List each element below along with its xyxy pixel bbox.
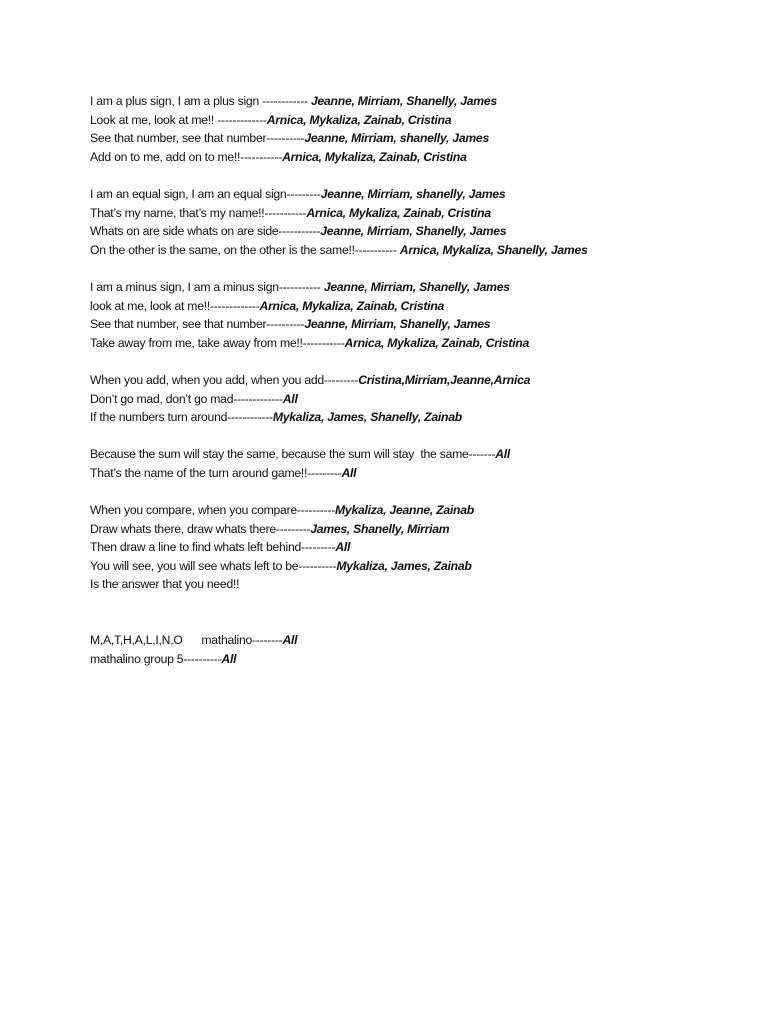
chant-line bbox=[90, 297, 730, 316]
line-text: You will see, you will see whats left to be---------- bbox=[90, 558, 337, 573]
line-text: See that number, see that number---------- bbox=[90, 317, 305, 332]
speakers: Jeanne, Mirriam, Shanelly, James bbox=[320, 224, 507, 239]
line-text: Take away from me, take away from me!!----------- bbox=[90, 335, 345, 350]
speakers: Jeanne, Mirriam, shanelly, James bbox=[320, 186, 506, 201]
speakers: All bbox=[221, 651, 237, 666]
stanza-turn-around bbox=[90, 445, 730, 482]
line-text: mathalino group 5---------- bbox=[90, 651, 222, 666]
chant-line bbox=[90, 538, 730, 557]
speakers: All bbox=[341, 465, 357, 480]
speakers: Jeanne, Mirriam, Shanelly, James bbox=[310, 94, 497, 108]
chant-line bbox=[90, 241, 730, 260]
chant-line bbox=[90, 501, 730, 520]
line-text: Whats on are side whats on are side----------- bbox=[90, 224, 321, 239]
speakers: Mykaliza, Jeanne, Zainab bbox=[335, 503, 474, 518]
line-text: I am an equal sign, I am an equal sign--------- bbox=[90, 186, 321, 201]
chant-line bbox=[90, 557, 730, 576]
chant-line bbox=[90, 650, 730, 669]
line-text: Then draw a line to find whats left behind--------- bbox=[90, 540, 336, 555]
chant-line bbox=[90, 148, 730, 167]
stanza-minus-sign bbox=[90, 278, 730, 352]
chant-line bbox=[90, 204, 730, 223]
chant-line bbox=[90, 129, 730, 148]
chant-line bbox=[90, 334, 730, 353]
speakers: All bbox=[282, 633, 298, 648]
stanza-equal-sign bbox=[90, 185, 730, 259]
line-text: I am a plus sign, I am a plus sign ------------ bbox=[90, 94, 311, 108]
chant-line bbox=[90, 631, 730, 650]
speakers: Arnica, Mykaliza, Zainab, Cristina bbox=[306, 205, 491, 220]
line-text: Because the sum will stay the same, because the sum will stay the same------- bbox=[90, 447, 496, 462]
line-text: M,A,T,H,A,L,I,N,O mathalino-------- bbox=[90, 633, 283, 648]
speakers: All bbox=[495, 447, 511, 462]
stanza-add bbox=[90, 371, 730, 427]
chant-line bbox=[90, 315, 730, 334]
speakers: Arnica, Mykaliza, Zainab, Cristina bbox=[266, 112, 452, 127]
chant-line bbox=[90, 390, 730, 409]
line-text: Draw whats there, draw whats there--------- bbox=[90, 521, 311, 536]
line-text: look at me, look at me!!------------- bbox=[90, 298, 260, 313]
line-text: I am a minus sign, I am a minus sign----------- bbox=[90, 279, 324, 294]
line-text: Add on to me, add on to me!!----------- bbox=[90, 149, 283, 164]
line-text: When you compare, when you compare---------- bbox=[90, 503, 336, 518]
speakers: Jeanne, Mirriam, Shanelly, James bbox=[304, 317, 491, 332]
chant-line bbox=[90, 445, 730, 464]
stanza-compare bbox=[90, 501, 730, 594]
line-text: On the other is the same, on the other is the same!!----------- bbox=[90, 242, 400, 257]
chant-text bbox=[90, 92, 730, 687]
chant-line bbox=[90, 575, 730, 594]
speakers: All bbox=[335, 540, 351, 555]
chant-line bbox=[90, 278, 730, 297]
speakers: Mykaliza, James, Shanelly, Zainab bbox=[272, 410, 462, 425]
speakers: Jeanne, Mirriam, Shanelly, James bbox=[323, 279, 510, 294]
speakers: Jeanne, Mirriam, shanelly, James bbox=[304, 131, 489, 146]
line-text: Look at me, look at me!! ------------- bbox=[90, 112, 267, 127]
speakers: Cristina,Mirriam,Jeanne,Arnica bbox=[358, 372, 531, 387]
chant-line bbox=[90, 371, 730, 390]
chant-line bbox=[90, 185, 730, 204]
line-text: When you add, when you add, when you add--------- bbox=[90, 372, 359, 387]
stanza-plus-sign bbox=[90, 92, 730, 166]
stanza-mathalino bbox=[90, 631, 730, 668]
line-text: See that number, see that number---------- bbox=[90, 131, 305, 146]
speakers: Mykaliza, James, Zainab bbox=[336, 558, 472, 573]
line-text: That’s the name of the turn around game!!--------- bbox=[90, 465, 342, 480]
chant-line bbox=[90, 520, 730, 539]
speakers: Arnica, Mykaliza, Zainab, Cristina bbox=[344, 335, 530, 350]
chant-line bbox=[90, 222, 730, 241]
speakers: James, Shanelly, Mirriam bbox=[310, 521, 450, 536]
line-text: Don’t go mad, don’t go mad------------- bbox=[90, 391, 283, 406]
speakers: Arnica, Mykaliza, Shanelly, James bbox=[399, 242, 588, 257]
speakers: All bbox=[282, 391, 298, 406]
line-text: If the numbers turn around------------ bbox=[90, 410, 273, 425]
speakers: Arnica, Mykaliza, Zainab, Cristina bbox=[282, 149, 467, 164]
chant-line bbox=[90, 464, 730, 483]
chant-line bbox=[90, 408, 730, 427]
chant-line bbox=[90, 111, 730, 130]
chant-line bbox=[90, 92, 730, 111]
line-text: Is the answer that you need!! bbox=[90, 577, 240, 592]
line-text: That’s my name, that’s my name!!----------- bbox=[90, 205, 307, 220]
speakers: Arnica, Mykaliza, Zainab, Cristina bbox=[259, 298, 445, 313]
